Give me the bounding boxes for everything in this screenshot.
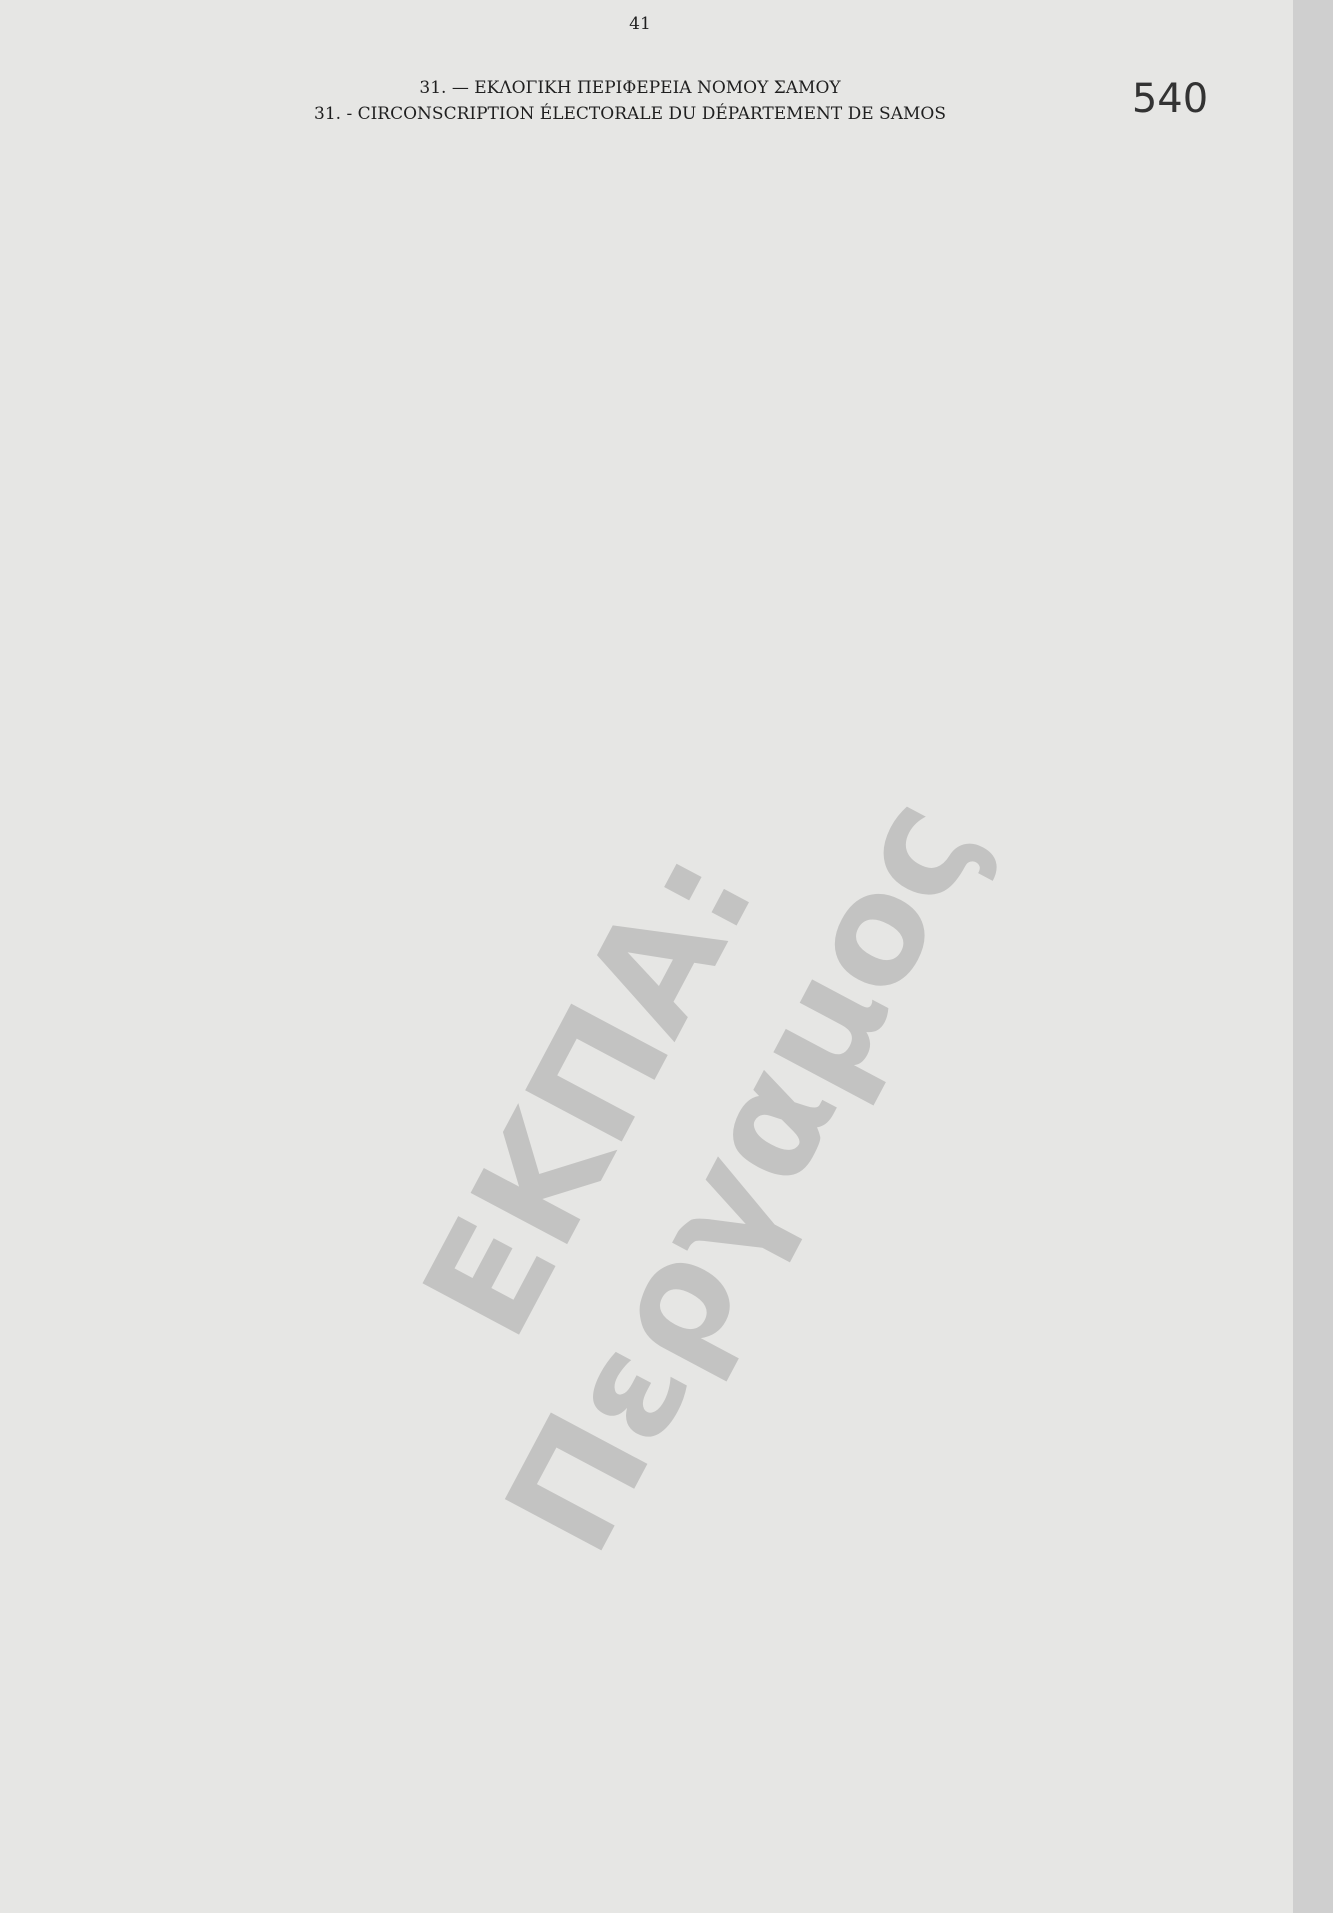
page-number: 41: [629, 14, 651, 34]
title-greek: 31. — ΕΚΛΟΓΙΚΗ ΠΕΡΙΦΕΡΕΙΑ ΝΟΜΟΥ ΣΑΜΟΥ: [419, 78, 841, 98]
title-french: 31. - CIRCONSCRIPTION ÉLECTORALE DU DÉPARTEMENT DE SAMOS: [314, 104, 946, 124]
page-edge: [1293, 0, 1333, 1913]
watermark: ΕΚΠΑ: Περγαμος: [390, 770, 1014, 1580]
handwritten-page-ref: 540: [1131, 76, 1209, 122]
